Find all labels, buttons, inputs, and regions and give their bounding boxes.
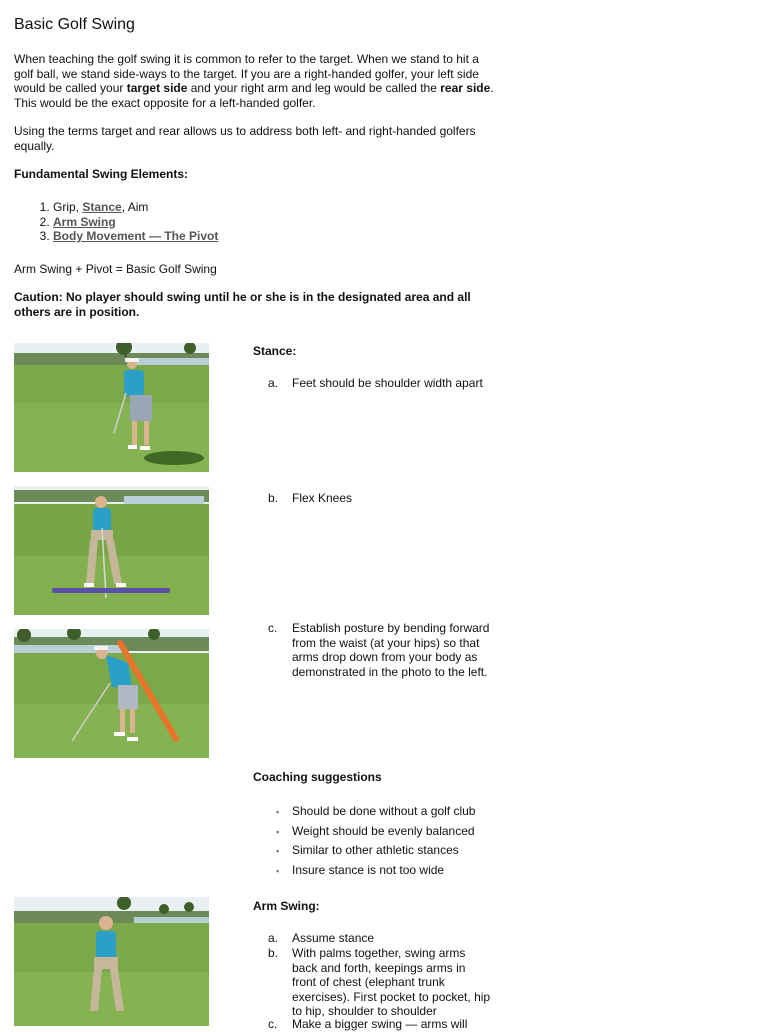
list-item: ▪ Weight should be evenly balanced [276, 823, 475, 838]
list-item [53, 215, 453, 230]
list-item: ▪ Insure stance is not too wide [276, 862, 445, 877]
coaching-heading: Coaching suggestions [253, 770, 382, 784]
body-movement-link[interactable]: Body Movement — The Pivot [53, 229, 219, 243]
stance-photo-knees [14, 486, 209, 615]
stance-link[interactable]: Stance [82, 200, 122, 214]
page-title: Basic Golf Swing [14, 16, 135, 33]
bullet-icon: ▪ [276, 865, 280, 876]
bullet-icon: ▪ [276, 846, 280, 856]
arm-swing-photo [14, 897, 209, 1026]
bullet-icon: ▪ [276, 826, 280, 837]
list-item: ▪ Should be done without a golf club [276, 804, 476, 818]
caution-note: Caution: No player should swing until he or she is in the designated area and all others are in position. [14, 290, 471, 319]
list-item: 1. Grip, Stance, Aim [53, 200, 453, 215]
list-item [53, 229, 453, 244]
term-rear-side: rear side [440, 81, 491, 95]
arm-swing-link[interactable]: Arm Swing [53, 214, 116, 229]
coaching-list [275, 804, 475, 882]
bullet-icon: ▪ [276, 807, 280, 817]
fundamentals-heading: Fundamental Swing Elements: [14, 167, 189, 181]
stance-photo-feet [14, 343, 209, 472]
stance-heading: Stance: [253, 344, 297, 358]
fundamentals-list [14, 200, 453, 244]
arm-swing-heading: Arm Swing: [253, 899, 320, 913]
list-item: ▪ Similar to other athletic stances [276, 843, 459, 857]
term-target-side: target side [126, 81, 188, 95]
intro-paragraph-1: When teaching the golf swing it is common to refer to the target. When we stand to hit a golf ball, we stand side-ways to the target. If you are a right-handed golfer, your left side would be called your target side and your right arm and leg would be called the rear side. This would be the exact opposite for a left-handed golfer. [14, 52, 494, 110]
intro-paragraph-2: Using the terms target and rear allows us to address both left- and right-handed golfers equally. [14, 124, 476, 153]
swing-equation: Arm Swing + Pivot = Basic Golf Swing [14, 262, 217, 276]
stance-photo-posture [14, 629, 209, 758]
